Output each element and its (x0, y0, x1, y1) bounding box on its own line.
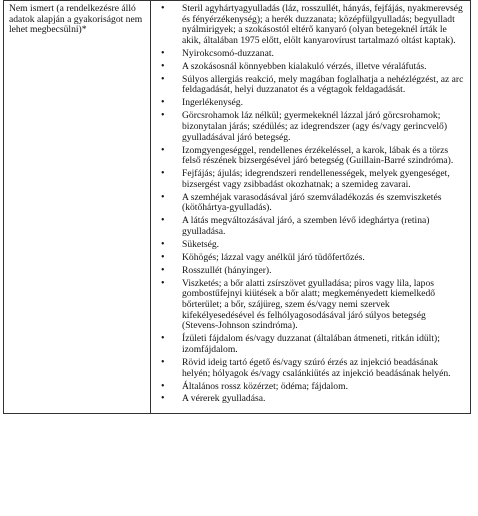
side-effect-text: Steril agyhártyagyulladás (láz, rosszullét, hányás, fejfájás, nyakmerevség és fényérzékenység); a herék duzzanata; középfülgyulladás; begyulladt nyálmirigyek; a szokásostól eltérő kanyaró (olyan betegeknél írták le akik, általában 1975 előtt, elölt kanyarovírust tartalmazó oltást kaptak). (182, 3, 463, 47)
side-effect-text: Izomgyengeséggel, rendellenes érzékeléssel, a karok, lábak és a törzs felső részének bizsergésével járó betegség (Guillain-Barré szindróma). (182, 144, 454, 167)
bullet-icon: • (161, 238, 165, 250)
list-item (151, 4, 464, 47)
bullet-icon: • (161, 73, 165, 85)
bullet-icon: • (161, 380, 165, 392)
bullet-icon: • (161, 191, 165, 203)
bullet-icon: • (161, 393, 165, 405)
frequency-cell (4, 1, 151, 414)
side-effect-text: Viszketés; a bőr alatti zsírszövet gyulladása; piros vagy lila, lapos gombostűfejnyi kiütések a bőr alatt; megkeményedett kiemelkedő bőrterület; a bőr, szájüreg, szem és/vagy nemi szervek kifekélyesedésével és felhólyagosodásával járó súlyos betegség (Stevens-Johnson szindróma). (182, 277, 436, 332)
side-effect-text: Általános rossz közérzet; ödéma; fájdalom. (182, 380, 348, 392)
bullet-icon: • (161, 3, 165, 14)
side-effect-text: A szemhéjak varasodásával járó szemváladékozás és szemviszketés (kötőhártya-gyulladás). (182, 191, 442, 214)
side-effect-text: Rövid ideig tartó égető és/vagy szúró érzés az injekció beadásának helyén; hólyagok és/vagy csalánkiütés az injekció beadásának helyén. (182, 356, 451, 379)
list-item (151, 111, 464, 143)
list-item (151, 216, 464, 237)
bullet-icon: • (161, 110, 165, 122)
side-effect-text: A vérerek gyulladása. (182, 393, 266, 405)
side-effect-text: Súlyos allergiás reakció, mely magában foglalhatja a nehézlégzést, az arc feldagadását, helyi duzzanatot és a végtagok feldagadását. (182, 73, 464, 96)
side-effect-text: Süketség. (182, 238, 220, 250)
side-effect-text: Köhögés; lázzal vagy anélkül járó tüdőfertőzés. (182, 251, 365, 263)
list-item (151, 266, 464, 277)
list-item (151, 169, 464, 190)
bullet-icon: • (161, 215, 165, 227)
bullet-icon: • (161, 277, 165, 289)
list-item (151, 49, 464, 60)
effects-cell (151, 1, 471, 414)
side-effect-text: Görcsrohamok láz nélkül; gyermekeknél lázzal járó görcsrohamok; bizonytalan járás; szédülés; az idegrendszer (agy és/vagy gerincvelő) gyulladásával járó betegség. (182, 110, 448, 143)
side-effect-text: A látás megváltozásával járó, a szemben lévő ideghártya (retina) gyulladása. (182, 215, 430, 238)
bullet-icon: • (161, 144, 165, 156)
frequency-label: Nem ismert (a rendelkezésre álló adatok alapján a gyakoriságot nem lehet megbecsülni)* (9, 3, 143, 36)
side-effect-text: Fejfájás; ájulás; idegrendszeri rendellenességek, melyek gyengeséget, bizsergést vagy zsibbadást okozhatnak; a szemideg zavarai. (182, 168, 450, 190)
bullet-icon: • (161, 251, 165, 263)
side-effect-text: Ízületi fájdalom és/vagy duzzanat (általában átmeneti, ritkán idült); izomfájdalom. (182, 333, 440, 356)
list-item (151, 193, 464, 214)
list-item (151, 146, 464, 167)
side-effects-list (151, 4, 464, 405)
list-item (151, 253, 464, 264)
list-item (151, 279, 464, 333)
list-item (151, 75, 464, 96)
side-effect-text: A szokásosnál könnyebben kialakuló vérzés, illetve véraláfutás. (182, 60, 427, 72)
side-effects-frequency-table (3, 0, 471, 414)
list-item (151, 334, 464, 355)
bullet-icon: • (161, 60, 165, 72)
side-effect-text: Rosszullét (hányinger). (182, 264, 272, 276)
list-item (151, 98, 464, 109)
side-effect-text: Nyirokcsomó-duzzanat. (182, 48, 274, 59)
side-effect-text: Ingerlékenység. (182, 97, 244, 109)
table-row (4, 1, 471, 414)
list-item (151, 62, 464, 73)
bullet-icon: • (161, 333, 165, 345)
bullet-icon: • (161, 356, 165, 368)
list-item (151, 240, 464, 251)
list-item (151, 394, 464, 405)
list-item (151, 382, 464, 393)
bullet-icon: • (161, 97, 165, 109)
bullet-icon: • (161, 264, 165, 276)
list-item (151, 358, 464, 379)
bullet-icon: • (161, 168, 165, 180)
bullet-icon: • (161, 48, 165, 59)
